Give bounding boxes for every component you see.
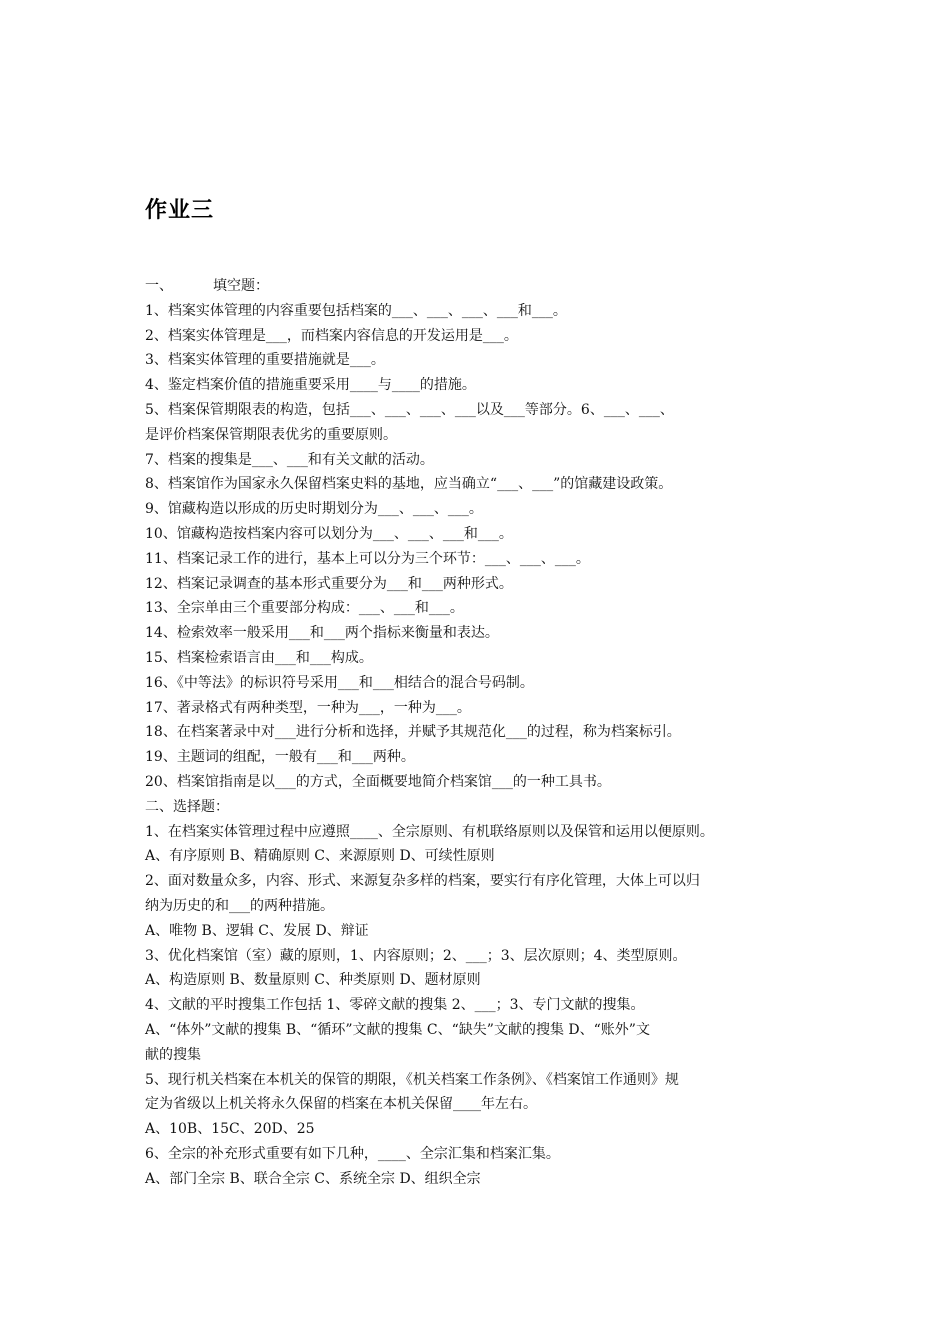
question-line: 9、馆藏构造以形成的历史时期划分为___、___、___。	[145, 501, 483, 518]
question-line: 2、档案实体管理是___，而档案内容信息的开发运用是___。	[145, 327, 518, 344]
answer-options-line: A、唯物 B、逻辑 C、发展 D、辩证	[145, 922, 369, 939]
question-line: 3、档案实体管理的重要措施就是___。	[145, 352, 385, 369]
question-line: 是评价档案保管期限表优劣的重要原则。	[145, 426, 397, 443]
answer-options-line: A、“体外”文献的搜集 B、“循环”文献的搜集 C、“缺失”文献的搜集 D、“账外”文	[145, 1021, 650, 1038]
question-line: 6、全宗的补充形式重要有如下几种，____、全宗汇集和档案汇集。	[145, 1145, 560, 1162]
question-line: 7、档案的搜集是___、___和有关文献的活动。	[145, 451, 434, 468]
question-line: 2、面对数量众多，内容、形式、来源复杂多样的档案，要实行有序化管理，大体上可以归	[145, 873, 700, 890]
question-line: 5、现行机关档案在本机关的保管的期限，《机关档案工作条例》、《档案馆工作通则》规	[145, 1071, 679, 1088]
question-line: 15、档案检索语言由___和___构成。	[145, 649, 373, 666]
section-heading-fill-in	[145, 274, 825, 299]
question-line: 10、馆藏构造按档案内容可以划分为___、___、___和___。	[145, 525, 513, 542]
section-heading-text: 填空题：	[213, 278, 269, 294]
answer-options-line: A、10B、15C、20D、25	[145, 1121, 315, 1138]
question-line: 5、档案保管期限表的构造，包括___、___、___、___以及___等部分。6、___、___、	[145, 401, 674, 418]
question-line: 3、优化档案馆（室）藏的原则，1、内容原则；2、___；3、层次原则；4、类型原则。	[145, 947, 687, 964]
question-line: 定为省级以上机关将永久保留的档案在本机关保留____年左右。	[145, 1096, 537, 1113]
question-line: 4、文献的平时搜集工作包括 1、零碎文献的搜集 2、___；3、专门文献的搜集。	[145, 997, 645, 1014]
question-line: 18、在档案著录中对___进行分析和选择，并赋予其规范化___的过程，称为档案标引。	[145, 724, 681, 741]
question-line: 13、全宗单由三个重要部分构成：___、___和___。	[145, 600, 464, 617]
question-line: 16、《中等法》的标识符号采用___和___相结合的混合号码制。	[145, 674, 534, 691]
answer-options-line: 献的搜集	[145, 1046, 201, 1063]
section-heading-text: 选择题：	[173, 798, 229, 815]
answer-options-line: A、有序原则 B、精确原则 C、来源原则 D、可续性原则	[145, 848, 495, 865]
question-line: 19、主题词的组配，一般有___和___两种。	[145, 749, 415, 766]
document-title: 作业三	[145, 198, 215, 223]
question-line: 1、档案实体管理的内容重要包括档案的___、___、___、___和___。	[145, 302, 567, 319]
question-line: 12、档案记录调查的基本形式重要分为___和___两种形式。	[145, 575, 513, 592]
question-line: 1、在档案实体管理过程中应遵照____、全宗原则、有机联络原则以及保管和运用以便原则。	[145, 823, 714, 840]
answer-options-line: A、构造原则 B、数量原则 C、种类原则 D、题材原则	[145, 972, 481, 989]
question-line: 11、档案记录工作的进行，基本上可以分为三个环节：___、___、___。	[145, 550, 590, 567]
question-line: 4、鉴定档案价值的措施重要采用____与____的措施。	[145, 377, 476, 394]
document-body	[145, 274, 825, 1191]
question-line: 14、检索效率一般采用___和___两个指标来衡量和表达。	[145, 625, 499, 642]
question-line: 17、著录格式有两种类型，一种为___，一种为___。	[145, 699, 471, 716]
section-number: 二、	[145, 798, 173, 815]
answer-options-line: A、部门全宗 B、联合全宗 C、系统全宗 D、组织全宗	[145, 1170, 481, 1187]
question-line: 20、档案馆指南是以___的方式，全面概要地简介档案馆___的一种工具书。	[145, 773, 611, 790]
question-line: 8、档案馆作为国家永久保留档案史料的基地，应当确立“___、___”的馆藏建设政策。	[145, 476, 673, 493]
question-line: 纳为历史的和___的两种措施。	[145, 897, 334, 914]
section-number: 一、	[145, 278, 173, 294]
section-heading-multiple-choice	[145, 795, 825, 820]
